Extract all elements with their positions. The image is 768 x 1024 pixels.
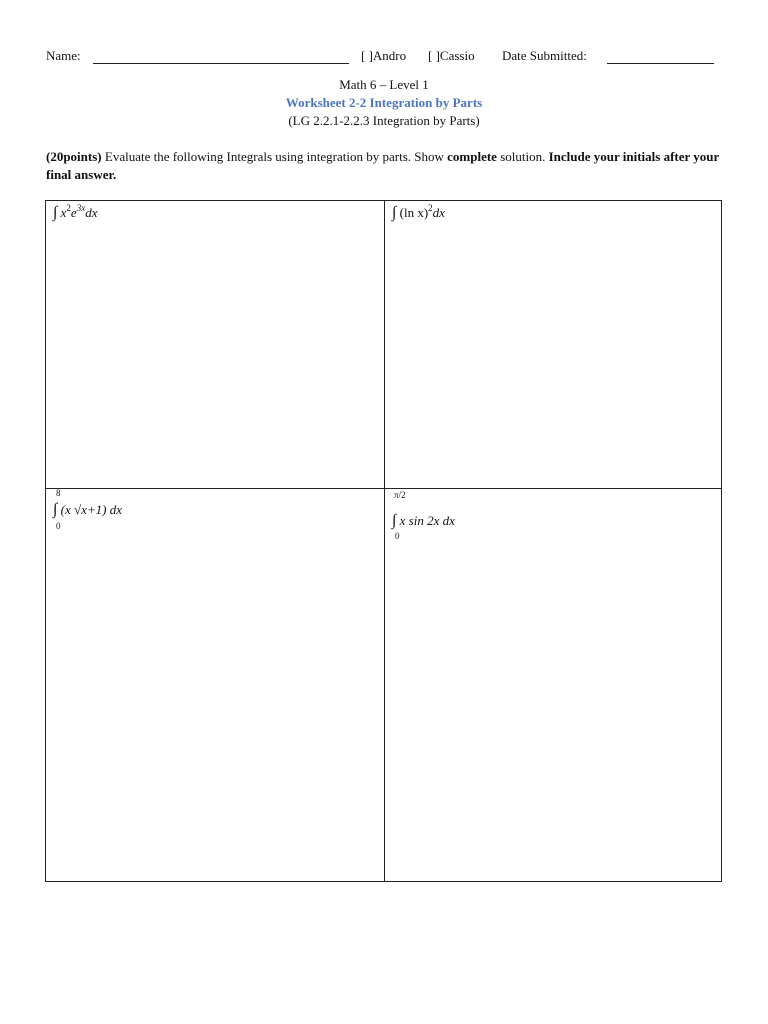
header-row <box>46 48 726 68</box>
date-label: Date Submitted: <box>502 48 587 63</box>
integral-sign: ∫ <box>392 204 397 221</box>
p1-dx: dx <box>85 205 98 220</box>
name-field-line[interactable] <box>93 63 349 64</box>
p1-exp2: 3x <box>76 203 86 213</box>
grid-divider-vertical <box>384 201 385 881</box>
instruction-text-2: solution. <box>496 149 549 164</box>
integral-sign: ∫ <box>53 501 58 518</box>
problem-4 <box>392 490 455 548</box>
initials-note: Include your initials after your final answer. <box>46 149 720 182</box>
p1-exp1: 2 <box>66 203 71 213</box>
instruction-text-1: Evaluate the following Integrals using integration by parts. Show <box>101 149 448 164</box>
complete-word: complete <box>447 149 497 164</box>
points-label: (20points) <box>46 149 102 164</box>
p1-base: x <box>60 205 67 220</box>
p4-lower-limit: 0 <box>395 531 400 541</box>
p3-body: (x √x+1) dx <box>60 502 123 517</box>
learning-goal: (LG 2.2.1-2.2.3 Integration by Parts) <box>288 113 480 128</box>
course-title: Math 6 – Level 1 <box>339 77 429 92</box>
cassio-option[interactable]: [ ]Cassio <box>428 48 475 63</box>
problem-1 <box>53 204 97 222</box>
date-field-line[interactable] <box>607 63 714 64</box>
integral-sign: ∫ <box>392 512 397 529</box>
p2-dx: dx <box>432 205 445 220</box>
integral-sign: ∫ <box>53 204 58 221</box>
instructions <box>46 148 726 184</box>
andro-option[interactable]: [ ]Andro <box>361 48 407 63</box>
p3-lower-limit: 0 <box>56 521 61 531</box>
answer-grid <box>45 200 722 882</box>
p1-base2: e <box>70 205 77 220</box>
problem-3 <box>53 488 123 537</box>
p4-upper-limit: π/2 <box>394 490 406 500</box>
p4-body: x sin 2x dx <box>399 513 455 528</box>
p2-exp: 2 <box>428 203 433 213</box>
p3-upper-limit: 8 <box>56 488 61 498</box>
worksheet-title: Worksheet 2-2 Integration by Parts <box>285 95 483 110</box>
p2-base: (ln x) <box>399 205 429 220</box>
name-label: Name: <box>46 48 81 63</box>
grid-divider-horizontal <box>46 488 721 489</box>
problem-2 <box>392 204 445 222</box>
